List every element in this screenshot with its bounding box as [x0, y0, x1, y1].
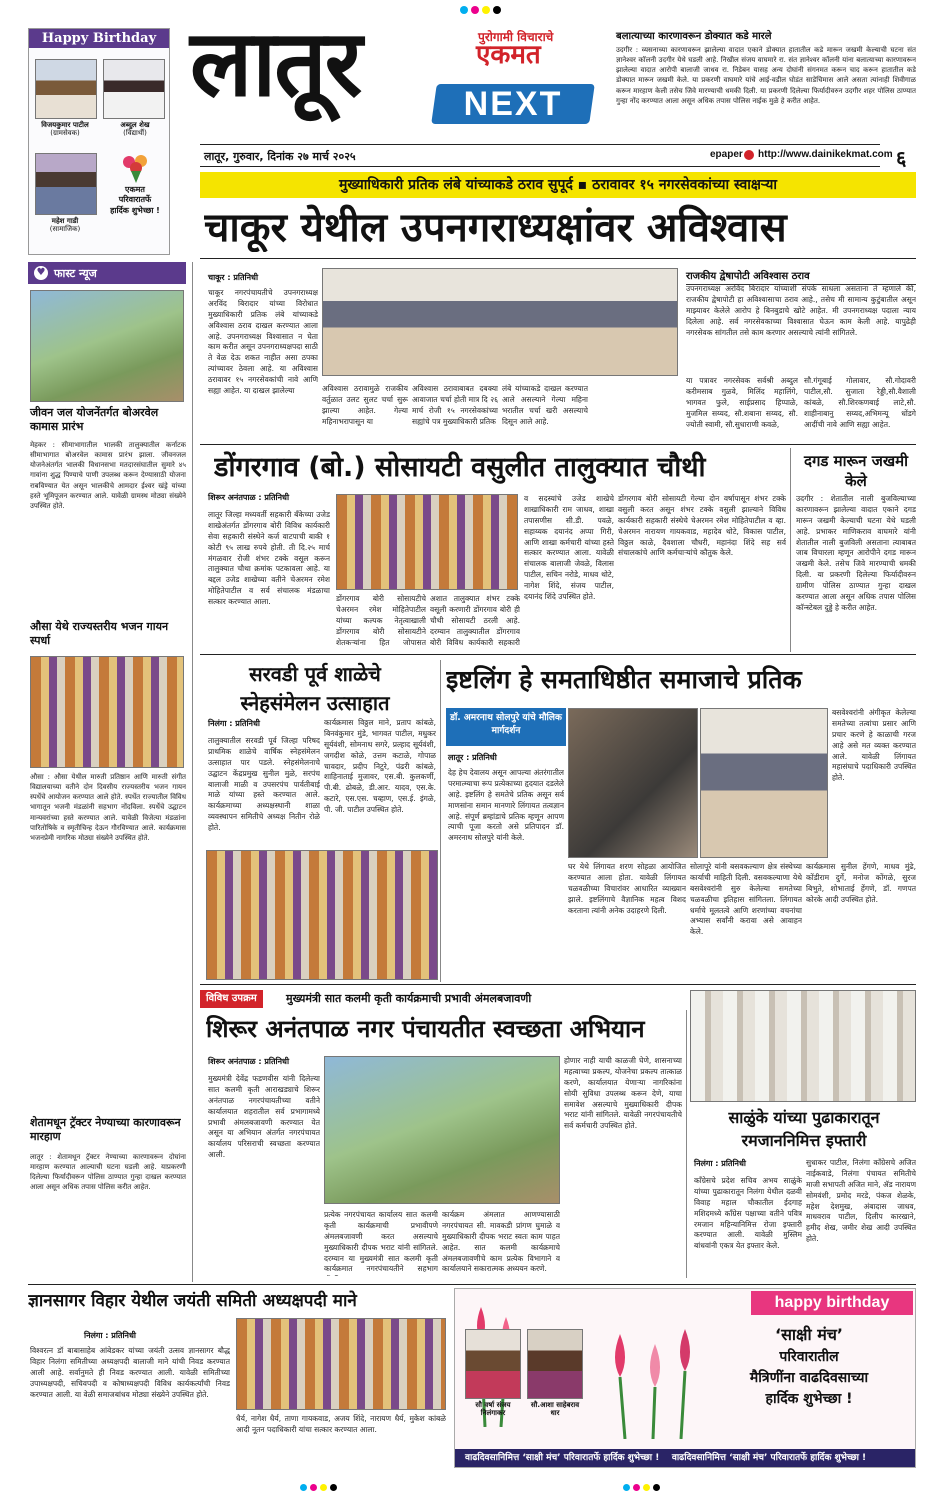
- sakhi-ad: [454, 1288, 916, 1468]
- heart-icon: ♥: [34, 266, 48, 280]
- fast-news-title: फास्ट न्यूज: [54, 266, 97, 280]
- banner-strip-text: मुख्याधिकारी प्रतिक लंबे यांच्याकडे ठराव सुपूर्द ▪ ठरावावर १५ नगरसेवकांच्या स्वाक्षऱ्या: [339, 177, 777, 193]
- next-logo-text: NEXT: [463, 85, 563, 123]
- wish-line: एकमत: [125, 185, 145, 194]
- ishtling-photo-1: [568, 708, 698, 858]
- birthday-person-1: [29, 121, 101, 138]
- sakhi-ticker: [455, 1449, 915, 1467]
- rule: [200, 444, 916, 445]
- birthday-person-role: (सामाजिक): [49, 225, 81, 234]
- shirur-photo: [324, 1056, 560, 1204]
- registration-marks-top: [460, 6, 540, 14]
- society-byline: शिरूर अनंतपाळ : प्रतिनिधी: [208, 493, 290, 502]
- society-body-1: लातूर जिल्हा मध्यवर्ती सहकारी बँकेच्या उजेड शाखेअंतर्गत डोंगरगाव बोरी विविध कार्यकारी सेवा सहकारी संस्थेने कर्ज वाटपाची बाकी १ कोटी ९५ लाख रुपये होती. ती दि.२५ मार्च मंगळवार रोजी शंभर टक्के वसूल करून तालुक्यात चौथा क्रमांक पटकावला आहे. या बद्दल उजेड शाखेच्या वतीने चेअरमन रमेश मोहितेपाटील व सर्व संचालक मंडळाचा सत्कार करण्यात आला.: [208, 510, 330, 606]
- society-body-2: डोंगरगाव बोरी सोसायटीचे चेअरमन रमेश मोहितेपाटील यांच्या कल्पक नेतृत्वाखाली डोंगरगाव बोरी सोसायटीने शेतकऱ्यांना हित जोपासत: [336, 594, 426, 647]
- sakhi-wish: [707, 1323, 911, 1410]
- ishtling-photo-2: [700, 708, 828, 858]
- flower-bouquet-icon: [119, 153, 153, 183]
- lead-byline: चाकूर : प्रतिनिधी: [208, 273, 259, 282]
- rule: [200, 654, 916, 655]
- birthday-panel-title: Happy Birthday: [29, 29, 169, 48]
- website-link[interactable]: http://www.dainikekmat.com: [758, 149, 893, 160]
- link-icon: [744, 150, 754, 160]
- shirur-body-3: कार्यक्रम अंमलात आणण्यासाठी नगरपंचायत सी. मावकडी प्रांगण घुमाळे व मुख्याधिकारी दीपक भराट स्वतः काम पाहत आहेत. सात कलमी कार्यक्रमाचे अंमलबजावणीचे काम प्रत्येक विभागाने व कार्यालयाने सकारात्मक अध्ययन करणे.: [442, 1210, 560, 1274]
- ishtling-guide-box: [446, 708, 566, 746]
- society-body-5: डोंगरगाव बोरी सोसायटी गेल्या दोन वर्षापासून शंभर टक्के वसुली करत असून शंभर टक्के वसुली झाल्याने विविध कार्यकारी सहकारी संस्थेचे चेअरमन रमेश मोहितेपाटील व व्हा. चेअरमन नारायण गायकवाड, महादेव थोटे, विकास पाटील, विठ्ठल काळे, दैवशाला चौधरी, महानंदा शिंदे सह सर्व संचालकांचे आणि कर्मचाऱ्यांचे कौतुक केले.: [618, 494, 786, 558]
- sakhi-banner: [751, 1291, 913, 1315]
- school-headline: सरवडी पूर्व शाळेचे स्नेहसंमेलन उत्साहात: [240, 662, 390, 715]
- birthday-person-3: [29, 217, 101, 234]
- shirur-body-2: प्रत्येक नगरपंचायत कार्यालय सात कलमी कृती कार्यक्रमाची प्रभावीपणे अंमलबजावणी करत असल्याचे मुख्याधिकारी दीपक भराट यांनी सांगितले. दरम्यान या मुख्यमंत्री सात कलमी कृती कार्यक्रमात नगरपंचायतीने सहभाग: [324, 1210, 438, 1274]
- school-body-2: कार्यक्रमास विठ्ठल माने, प्रताप कांबळे, बिनवंकुमार मुंडे, भागवत पाटील, मधुकर सूर्यवंशी, सोमनाथ सगरे, प्रल्हाद सूर्यवंशी, जगदीश कोळे, उत्तम कटाळे, गोपाळ चावदार, प्रदीप निटुरे, पंढरी कांबळे, शाहिनाताई मुजावर, एस.बी. कुलकर्णी, पी.बी. ढोबळे, डी.आर. यादव, एस.के. कटारे, एस.एस. चव्हाण, एस.ई. इंगळे, पी. जी. पाटील उपस्थित होते.: [324, 718, 436, 814]
- birthday-panel: [28, 28, 170, 255]
- rule: [200, 984, 916, 985]
- sakhi-banner-text: happy birthday: [774, 1294, 890, 1311]
- jayanti-byline: निलंगा : प्रतिनिधी: [84, 1331, 136, 1340]
- lead-body-4: लंबे यांच्याकडे दाखल करण्यात आले असल्याने गेल्या महिना भरातील चर्चा खरी असल्याचे दिसून आले आहे.: [502, 384, 588, 426]
- jayanti-body: विश्वरत्न डॉ बाबासाहेब आंबेडकर यांच्या जयंती उत्सव ज्ञानसागर बौद्ध विहार निलंगा समितीच्या अध्यक्षपदी बालाजी माने यांची निवड करण्यात आली आहे. सर्वानुमते ही निवड करण्यात आली. यावेळी समितीच्या उपाध्यक्षपदी, सचिवपदी व कोषाध्यक्षपदी विविध कार्यकर्त्यांची निवड करण्यात आली. या वेळी समाजबांधव मोठ्या संख्येने उपस्थित होते.: [30, 1346, 230, 1399]
- masthead-dateline: लातूर, गुरुवार, दिनांक २७ मार्च २०२५: [204, 150, 356, 163]
- banner-strip: [200, 172, 916, 198]
- lead-body-5: उपनगराध्यक्ष अरविंद बिरादार यांच्याशी संपर्क साधला असताना ते म्हणाले की, राजकीय द्वेषापोटी हा अविश्वासाचा ठराव आहे., तसेच मी सामान्य कुटुंबातील असून माझ्यावर केलेले आरोप हे बिनबुडाचे खोटे आहेत. मी उपनगराध्यक्ष पदाला न्याय दिलेला आहे. सर्व नगरसेवकाच्या विश्वासात घेऊन काम केली आहे. यापुढेही नगरसेवक सांगतील तसे काम करणार असल्याचे त्यांनी सांगितले.: [686, 284, 916, 337]
- sakhi-ticker-text: वाढदिवसानिमित्त ‘साक्षी मंच’ परिवारातर्फे हार्दिक शुभेच्छा ! वाढदिवसानिमित्त ‘साक्षी मंच’ परिवारातर्फे हार्दिक शुभेच्छा !: [465, 1453, 867, 1463]
- masthead-title: लातूर: [190, 10, 361, 117]
- society-side-body: उदगीर : शेतातील नाली बुजविल्याच्या कारणावरून झालेल्या वादात एकाने दगड मारून जखमी केल्याची घटना येथे घडली आहे. प्रभाकर माणिकराव वाघमारे यांनी शेतातील नाली बुजविली असताना त्याबाबत जाब विचारला म्हणून आरोपीने दगड मारून जखमी केले. तसेच जिवे मारण्याची धमकी दिली. या प्रकरणी दिलेल्या फिर्यादीवरुन ग्रामीण पोलिस ठाण्यात गुन्हा दाखल करण्यात आला असून अधिक तपास पोलिस कॉन्स्टेबल दुड्डे हे करीत आहेत.: [796, 494, 916, 612]
- lead-photo: [322, 268, 678, 376]
- fast-news-item-1-body: मेहकर : सीमाभागातील भालकी तालुक्यातील कर्नाटक सीमाभागात बोअरवेल कामास प्रारंभ झाला. जीवनजल योजनेअंतर्गत भालकी विधानसभा मतदारसंघातील सुमारे ४५ गावांना शुद्ध पिण्याचे पाणी उपलब्ध करून देण्यासाठी योजना राबविण्यात येत असून भालकीचे आमदार ईश्वर खंड्रे यांच्या हस्ते भूमिपूजन करण्यात आले. यावेळी ग्रामस्थ मोठ्या संख्येने उपस्थित होते.: [30, 441, 186, 510]
- wish-line: परिवारातर्फे: [118, 195, 152, 205]
- birthday-person-2: [99, 121, 171, 138]
- jayanti-caption: धैर्य, नागेश धैर्य, ताणा गायकवाड, अजय शिंदे, नारायण धैर्य, मुकेश कांबळे आदी नूतन पदाधिकारी यांचा सत्कार करण्यात आला.: [236, 1414, 446, 1434]
- avatar: [465, 1329, 521, 1399]
- school-byline: निलंगा : प्रतिनिधी: [208, 719, 260, 728]
- avatar: [103, 59, 165, 119]
- society-photo: [336, 494, 518, 590]
- wish-line: हार्दिक शुभेच्छा !: [110, 205, 160, 215]
- column-rule: [790, 448, 791, 652]
- birthday-person-role: (विद्यार्थी): [123, 129, 147, 138]
- ishtling-byline: लातूर : प्रतिनिधी: [448, 753, 497, 762]
- shirur-body-4: होणार नाही याची काळजी घेणे, शासनाच्या महत्वाच्या प्रकल्प, योजनेचा प्रकल्प तात्काळ करणे, कार्यालयात येणाऱ्या नागरिकांना सोयी सुविधा उपलब्ध करून देणे, याचा समावेश असल्याचे मुख्याधिकारी दीपक भराट यांनी सांगितले. यावेळी नगरपंचायतीचे सर्व कर्मचारी उपस्थित होते.: [564, 1056, 682, 1131]
- shirur-headline: शिरूर अनंतपाळ नगर पंचायतीत स्वच्छता अभियान: [206, 1015, 645, 1043]
- avatar: [35, 59, 97, 119]
- fast-news-item-3-headline: शेतामधून ट्रॅक्टर नेण्याच्या कारणावरून मारहाण: [30, 1116, 181, 1144]
- masthead-tagline: पुरोगामी विचाराचे: [478, 30, 554, 44]
- fast-news-item-2-headline: औसा येथे राज्यस्तरीय भजन गायन स्पर्धा: [30, 620, 169, 648]
- society-headline: डोंगरगाव (बो.) सोसायटी वसुलीत तालुक्यात चौथी: [214, 452, 706, 483]
- iftar-photo: [690, 990, 916, 1102]
- wish-line: हार्दिक शुभेच्छा !: [765, 1391, 853, 1407]
- ishtling-body-2: घर येथे लिंगायत शरण सोहळा आयोजित करण्यात आला होता. यावेळी लिंगायत चळवळीच्या विचारांवर आधारित व्याख्यान झाले. इष्टलिंगाचे वैज्ञानिक महत्व विशद करताना त्यांनी अनेक उदाहरणे दिली.: [568, 862, 686, 915]
- column-rule: [192, 262, 193, 1282]
- society-body-3: अशात तालुक्यात शंभर टक्के वसूली करणारी डोंगरगाव बोरी ही चौथी सोसायटी ठरली आहे. दरम्यान तालुक्यातील डोंगरगाव बोरी विविध कार्यकारी सहकारी: [430, 594, 520, 647]
- masthead-next-logo: [431, 84, 595, 124]
- sakhi-group: ‘साक्षी मंच’: [774, 1325, 844, 1344]
- masthead-brand: एकमत: [476, 40, 541, 70]
- avatar: [527, 1329, 583, 1399]
- birthday-person-name: महेश गाडी: [51, 217, 79, 225]
- ishtling-body-3: सोलापूरे यांनी बसवकल्याण क्षेत्र संस्थेच्या कार्याची माहिती दिली. वसवकल्याणा येथे बसवेश्वरांनी सुरु केलेल्या समतेच्या चळवळीचा इतिहास सांगितला. लिंगायत धर्माचे मूलतत्वे आणि शरणांच्या वचनांचा अभ्यास सर्वांनी करावा असे आवाहन केले.: [690, 862, 802, 937]
- shirur-body-1: मुख्यमंत्री देवेंद्र फडणवीस यांनी दिलेल्या सात कलमी कृती आराखड्याचे शिरूर अनंतपाळ नगरपंचायतीच्या वतीने कार्यालयात शहरातील सर्व प्रभागामध्ये प्रभावी अंमलबजावणी करण्यात येत असून या अभियान अंतर्गत नगरपंचायत कार्यालय परिसराची स्वच्छता करण्यात आली.: [208, 1074, 320, 1160]
- fast-news-photo-1: [30, 290, 184, 402]
- lead-sub-headline: राजकीय द्वेषापोटी अविश्वास ठराव: [686, 268, 916, 285]
- lead-body-3: अविश्वास ठरावाबाबत दबक्या आवाजात चर्चा होती मात्र दि २६ मार्च रोजी १५ नगरसेवकांच्या सह्यांचे पत्र मुख्याधिकारी प्रतिक: [412, 384, 498, 426]
- iftar-headline: साळुंके यांच्या पुढाकारातून रमजाननिमित्त इफ्तारी: [728, 1108, 880, 1151]
- section-tag-title: मुख्यमंत्री सात कलमी कृती कार्यक्रमाची प्रभावी अंमलबजावणी: [286, 992, 532, 1005]
- side-story: [616, 28, 916, 140]
- lead-body-1: चाकूर नगरपंचायतीचे उपनगराध्यक्ष अरविंद बिरादार यांच्या विरोधात मुख्याधिकारी प्रतिक लंबे यांच्याकडे अविश्वास ठराव दाखल करण्यात आला आहे. उपनगराध्यक्ष विश्वासात न घेता काम करीत असून उपनगराध्यक्षपदा साठी ते वेळ देऊ शकत नाहीत असा ठपका त्यांच्यावर ठेवला आहे. या अविश्वास ठरावावर १५ नगरसेवकांची नावे आणि सह्या आहेत. या दाखल झालेल्या: [208, 288, 318, 395]
- rule: [28, 1284, 916, 1285]
- birthday-person-name: अब्दुल शेख: [120, 121, 150, 129]
- person-name: सौ वर्षा संजय: [475, 1401, 511, 1409]
- registration-marks-bottom: [300, 1484, 660, 1492]
- ishtling-guide: डॉ. अमरनाथ सोलपुरे यांचे मौलिक मार्गदर्शन: [450, 713, 562, 736]
- lead-headline: चाकूर येथील उपनगराध्यक्षांवर अविश्वास: [204, 205, 787, 251]
- birthday-person-name: विजयकुमार पाटील: [41, 121, 89, 129]
- school-body-1: तालुक्यातील सरवडी पूर्व जिल्हा परिषद प्राथमिक शाळेचे वार्षिक स्नेहसंमेलन उत्साहात पार पडले. स्नेहसंमेलनाचे उद्घाटन केंद्रप्रमुख सुनील मुळे, सरपंच बालाजी माळी व उपसरपंच पार्वतीबाई माळे यांच्या हस्ते करण्यात आले. कार्यक्रमाच्या अध्यक्षस्थानी शाळा व्यवस्थापन समितीचे अध्यक्ष नितीन रोळे होते.: [208, 736, 320, 832]
- masthead-rule: [200, 144, 880, 145]
- avatar: [35, 153, 97, 215]
- side-story-headline: बलात्याच्या कारणावरून डोक्यात कडे मारले: [616, 31, 772, 42]
- birthday-wish: [99, 185, 171, 216]
- lead-body-2: अविश्वास ठरावामुळे राजकीय वर्तुळात उलट सुलट चर्चा सुरू झाल्या आहेत. गेल्या महिनाभरापासून या: [322, 384, 408, 426]
- society-body-4: व सदस्यांचे उजेड शाखेचे शाखाधिकारी राम जाधव, शाखा तपासणीस सी.डी. पवळे, सहाय्यक दयानंद अप्पा गिरी, आणि शाखा कर्मचारी यांच्या हस्ते सत्कार करण्यात आला. यावेळी संचालक बालाजी जेवळे, विलास पाटील, सचिन नरोडे, माधव थोटे, नागेश शिंदे, संजय पाटील, दयानंद शिंदे उपस्थित होते.: [524, 494, 614, 601]
- sakhi-person-2: [519, 1401, 591, 1418]
- person-name: सौ.आशा साहेबराव: [530, 1401, 580, 1409]
- iftar-byline: निलंगा : प्रतिनिधी: [694, 1159, 746, 1168]
- fast-news-header: [28, 262, 186, 284]
- ishtling-body-5: बसवेश्वरांनी अंगीकृत केलेल्या समतेच्या तत्वांचा प्रसार आणि प्रचार करणे हे काळाची गरज आहे असे मत व्यक्त करण्यात आले. यावेळी लिंगायत महासंघाचे पदाधिकारी उपस्थित होते.: [832, 708, 916, 783]
- fast-news-item-3-body: लातूर : शेतामधून ट्रॅक्टर नेण्याच्या कारणावरून दोघांना मारहाण करण्यात आल्याची घटना घडली आहे. याप्रकरणी दिलेल्या फिर्यादीवरून पोलिस ठाण्यात गुन्हा दाखल करण्यात आला असून अधिक तपास पोलिस करीत आहेत.: [30, 1153, 186, 1192]
- ishtling-headline: इष्टलिंग हे समताधिष्ठीत समाजाचे प्रतिक: [446, 665, 802, 694]
- birthday-person-role: (ग्रामसेवक): [50, 129, 80, 138]
- ishtling-body-4: कार्यक्रमास सुनील हेंगणे, माधव मुंढे, कोंडीराम दुर्गे, मनोज कोंगळे, सुरज बिभुते, शोभाताई हेंगणे, डॉ. गणपत कोरके आदी उपस्थित होते.: [806, 862, 916, 904]
- section-tag-label: विविध उपक्रम: [200, 990, 263, 1008]
- person-surname: धार: [550, 1409, 560, 1418]
- page-number: ६: [896, 146, 907, 170]
- lead-body-7: सौ.गंगूबाई गोलावार, सौ.गोदावरी पाटील,सौ. सुजाता रेड्डी,सौ.वैशाली कांबळे, सौ.शिरकणबाई लाटे,सौ. शाहीनाबानु सय्यद,अभिमन्यू धोंडगे आदींची नावे आणि सह्या आहेत.: [804, 376, 916, 429]
- rule: [200, 258, 916, 259]
- lead-body-6: या पत्रावर नगरसेवक सर्वश्री अब्दुल करीमसाब गुळवे, मिलिंद महालिंगे, भागवत फुले, साईप्रसाद हिप्पाळे, मुजमिल सय्यद, सौ.शबाना सय्यद, सौ. ज्योती स्वामी, सौ.सुधाराणी कवळे,: [686, 376, 798, 429]
- fast-news-item-1-headline: जीवन जल योजनेंतर्गत बोअरवेल कामास प्रारंभ: [30, 406, 159, 434]
- wish-line: परिवारातील: [779, 1349, 839, 1365]
- column-rule: [686, 1010, 687, 1278]
- epaper-label: epaper: [710, 149, 743, 160]
- ishtling-body-1: देह हेच देवालय असून आपल्या अंतरंगातील परमात्म्याचा रूप प्रत्येकाच्या हृदयात दडलेले आहे. इष्टलिंग हे समतेचे प्रतिक असून सर्व माणसांना समान मानणारे लिंगायत तत्वज्ञान आहे. संपूर्ण ब्रम्हांडाचे प्रतिक म्हणून आपण त्याची पूजा करतो असे प्रतिपादन डॉ. अमरनाथ सोलपुरे यांनी केले.: [448, 768, 564, 843]
- column-rule: [440, 660, 441, 982]
- school-photo: [206, 850, 438, 980]
- fast-news-item-2-body: औसा : औसा येथील मारुती प्रतिष्ठान आणि मारुती संगीत विद्यालयाच्या वतीने दोन दिवसीय राज्यस्तरीय भजन गायन स्पर्धेचे आयोजन करण्यात आले होते. स्पर्धेत राज्यातील विविध भागातून भजनी मंडळांनी सहभाग नोंदविला. स्पर्धेचे उद्घाटन मान्यवरांच्या हस्ते करण्यात आले. यावेळी विजेत्या मंडळांना पारितोषिके व स्मृतीचिन्ह देऊन गौरविण्यात आले. कार्यक्रमास भजनप्रेमी नागरिक मोठ्या संख्येने उपस्थित होते.: [30, 773, 186, 842]
- iftar-body-2: सुधाकर पाटील, निलंगा काँग्रेसचे अजित नाईकवाडे, निलंगा पंचायत समितीचे माजी सभापती अजित माने, ॲड नारायण सोमवंशी, प्रमोद मरडे, पंकज शेळके, महेश देशमुख, अंबादास जाधव, माधवराव पाटील, दिलीप कारखाने, हमीद शेख, जमीर शेख आदी उपस्थित होते.: [806, 1158, 916, 1244]
- shirur-byline: शिरूर अनंतपाळ : प्रतिनिधी: [208, 1057, 290, 1066]
- tulip-icon: [595, 1319, 705, 1439]
- society-side-headline: दगड मारून जखमी केले: [804, 452, 908, 490]
- person-surname: निलंगाकर: [480, 1409, 506, 1418]
- wish-line: मैत्रिणींना वाढदिवसाच्या: [749, 1370, 869, 1386]
- fast-news-photo-2: [30, 656, 184, 768]
- masthead-rule: [200, 166, 880, 167]
- iftar-body-1: काँग्रेसचे प्रदेश सचिव अभय साळुंके यांच्या पुढाकारातून निलंगा येथील दळवी विवाह महाल चौकातील ईदगाह मशिदमध्ये काँग्रेस पक्षाच्या वतीने पवित्र रमजान महिन्यानिमित्त रोजा इफ्तारी करण्यात आली. यावेळी मुस्लिम बांधवांनी एकत्र येत इफ्तार केले.: [694, 1176, 802, 1251]
- jayanti-headline: ज्ञानसागर विहार येथील जयंती समिती अध्यक्षपदी माने: [28, 1291, 357, 1311]
- side-story-body: उदगीर : व्यसनाच्या कारणावरून झालेल्या वादात एकाने डोक्यात हातातील कडे मारून जखमी केल्याची घटना संत ज्ञानेश्वर कॉलनी उदगीर येथे घडली आहे. निखील संजय वाघमारे रा. संत ज्ञानेश्वर कॉलनी यांना बलात्याच्या कारणावरून झालेल्या वादात आरोपी बालाजी जाधव रा. निडेबन यासह अन्य दोघांनी संगनमत करून चाद करून हातातील कडे डोक्यात मारून जखमी केले. या प्रकरणी वाघमारे यांचे आई-वडील घोडंत साडेचिमास आले असता त्यांनाही शिवीगाळ करून मारहाण केली तसेच जिवे मारण्याची धमकी दिली. या प्रकरणी दिलेल्या फिर्यादीवरुन उदगीर शहर पोलिस ठाण्यात गुन्हा नोंद करण्यात आला असून अधिक तपास पोलिस नाईक मुळे हे करीत आहेत.: [616, 46, 916, 105]
- jayanti-photo: [236, 1318, 446, 1410]
